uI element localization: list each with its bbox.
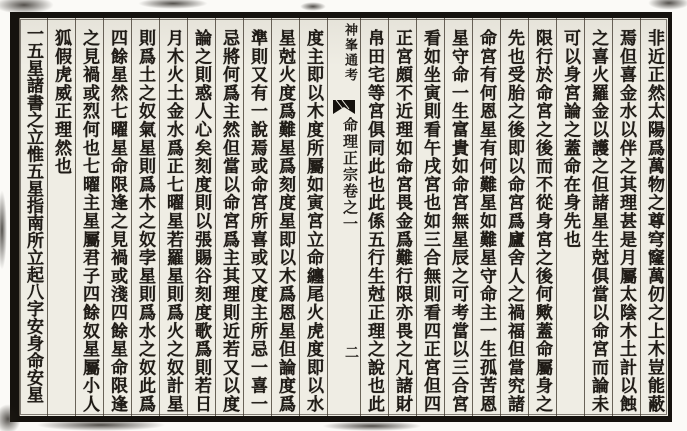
text-column: 限行於命宮之後而不從身宮之後何歟蓋命屬身之 xyxy=(528,18,556,416)
text-column: 先也受胎之後即以命宮爲廬舍人之禍福但當究諸 xyxy=(500,18,528,416)
text-column: 星尅火度爲難星爲刻度星即以木爲恩星但論度爲 xyxy=(271,18,299,416)
text-area xyxy=(19,18,668,416)
text-column: 忌將何爲主然但當以命宮爲主其理則近若又以度 xyxy=(215,18,243,416)
text-column: 命宮有何恩星有何難星如難星守命主一生孤苦恩 xyxy=(472,18,500,416)
text-column: 之見禍或烈何也七曜主星屬君子四餘奴星屬小人 xyxy=(75,18,103,416)
text-column: 帛田宅等宮俱同此也此係五行生尅正理之說也此 xyxy=(360,18,388,416)
text-column: 非近正然太陽爲萬物之尊穹窿萬仞之上木豈能蔽 xyxy=(640,18,668,416)
text-column: 則爲土之奴氣星則爲木之奴孛星則爲水之奴此爲 xyxy=(131,18,159,416)
text-column: 看如坐寅則看午戌宮也如三合無則看四正宮但四 xyxy=(416,18,444,416)
text-column: 狐假虎威正理然也 xyxy=(47,18,75,416)
text-column: 正宮頗不近理如命宮畏金爲難行限亦畏之凡諸財 xyxy=(388,18,416,416)
text-column: 月木火土金水爲正七曜星若羅星則爲火之奴計星 xyxy=(159,18,187,416)
text-column: 焉但喜金水以伴之其理甚是月屬太陰木土計以蝕 xyxy=(612,18,640,416)
text-column: 星守命一生富貴如命宮無星辰之可考當以三合宮 xyxy=(444,18,472,416)
scan-artifact xyxy=(322,421,422,431)
scan-artifact xyxy=(648,0,687,10)
page-frame xyxy=(10,12,672,422)
text-column: 一五星諸書之立惟五星指南所立起八字安身命安星 xyxy=(19,18,47,416)
scan-artifact xyxy=(0,190,7,270)
text-column: 四餘星然七曜星命限逢之見禍或淺四餘星命限逢 xyxy=(103,18,131,416)
text-column: 準則又有一說焉或命宮所喜或又度主所忌一喜一 xyxy=(243,18,271,416)
scan-artifact xyxy=(138,0,208,9)
page-number: 二 xyxy=(343,345,358,359)
text-column: 之喜火羅金以護之但諸星生尅俱當以命宮而論未 xyxy=(584,18,612,416)
banxin-center-column xyxy=(327,18,360,416)
scan-artifact xyxy=(300,2,326,11)
fishtail-mark-icon xyxy=(333,100,355,115)
text-column: 度主即以木度所屬如寅宮立命纏尾火虎度即以水 xyxy=(299,18,327,416)
book-title: 神峯通考 xyxy=(343,23,358,83)
text-column: 可以身宮論之蓋命在身先也 xyxy=(556,18,584,416)
text-column: 論之則惑人心矣刻度則以張賜谷刻度歌爲則若日 xyxy=(187,18,215,416)
section-title: 命理正宗卷之一 xyxy=(341,117,357,233)
